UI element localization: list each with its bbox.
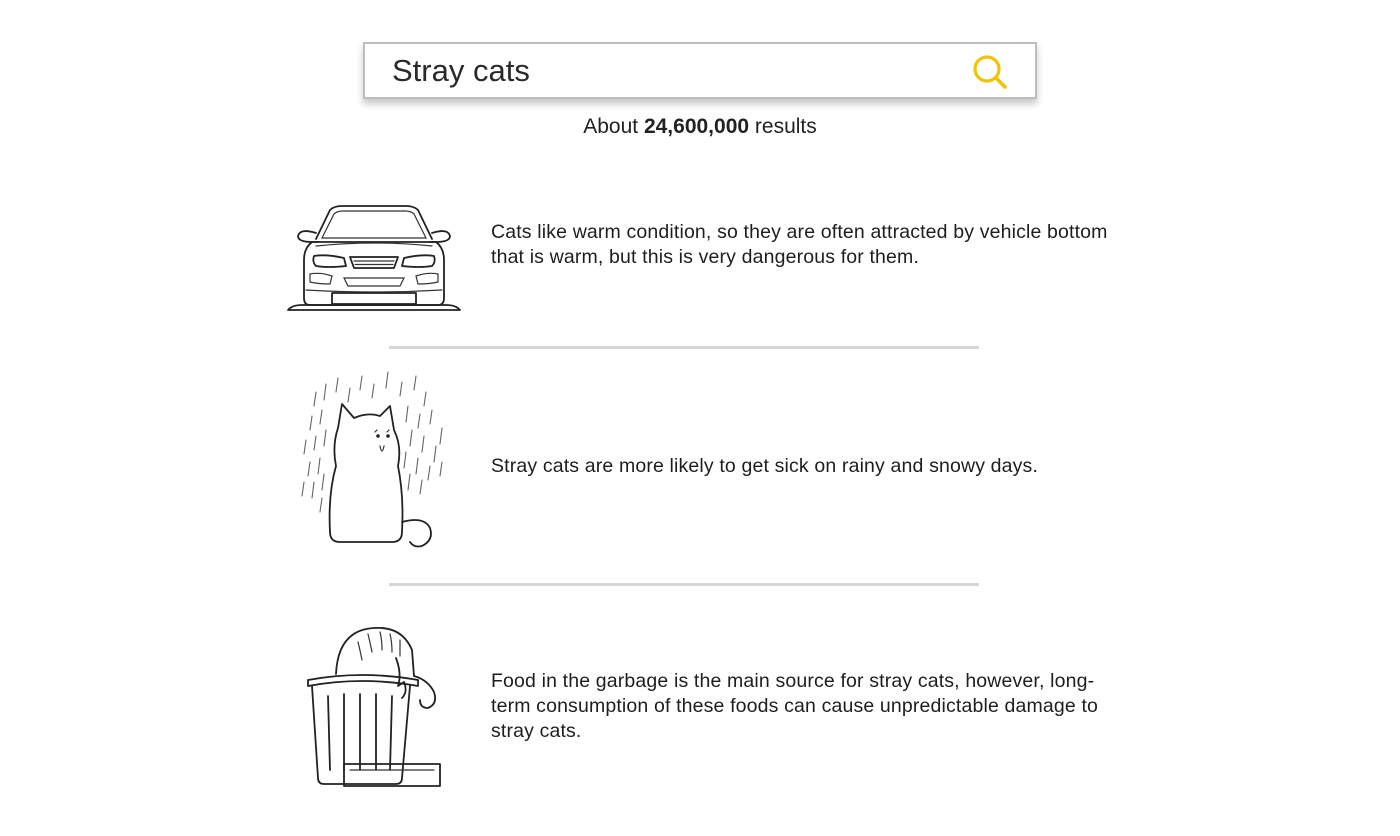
divider [389, 346, 979, 349]
result-count-prefix: About [583, 115, 639, 138]
result-text[interactable]: Stray cats are more likely to get sick on rainy and snowy days. [491, 455, 1039, 477]
result-count [0, 114, 1400, 140]
search-icon[interactable] [971, 53, 1009, 91]
result-count-suffix: results [754, 115, 817, 138]
result-text[interactable]: Cats like warm condition, so they are often attracted by vehicle bottom that is warm, but this is very dangerous for them. [491, 221, 1108, 268]
car-icon [286, 202, 462, 314]
result-count-number: 24,600,000 [643, 115, 750, 138]
cat-in-trash-can-icon [302, 620, 448, 790]
divider [389, 583, 979, 586]
result-text[interactable]: Food in the garbage is the main source for stray cats, however, long-term consumption of these foods can cause unpredictable damage to stray cats. [491, 670, 1099, 742]
search-bar[interactable] [363, 42, 1037, 99]
search-input[interactable]: Stray cats [392, 53, 530, 88]
cat-in-rain-icon [298, 370, 448, 552]
